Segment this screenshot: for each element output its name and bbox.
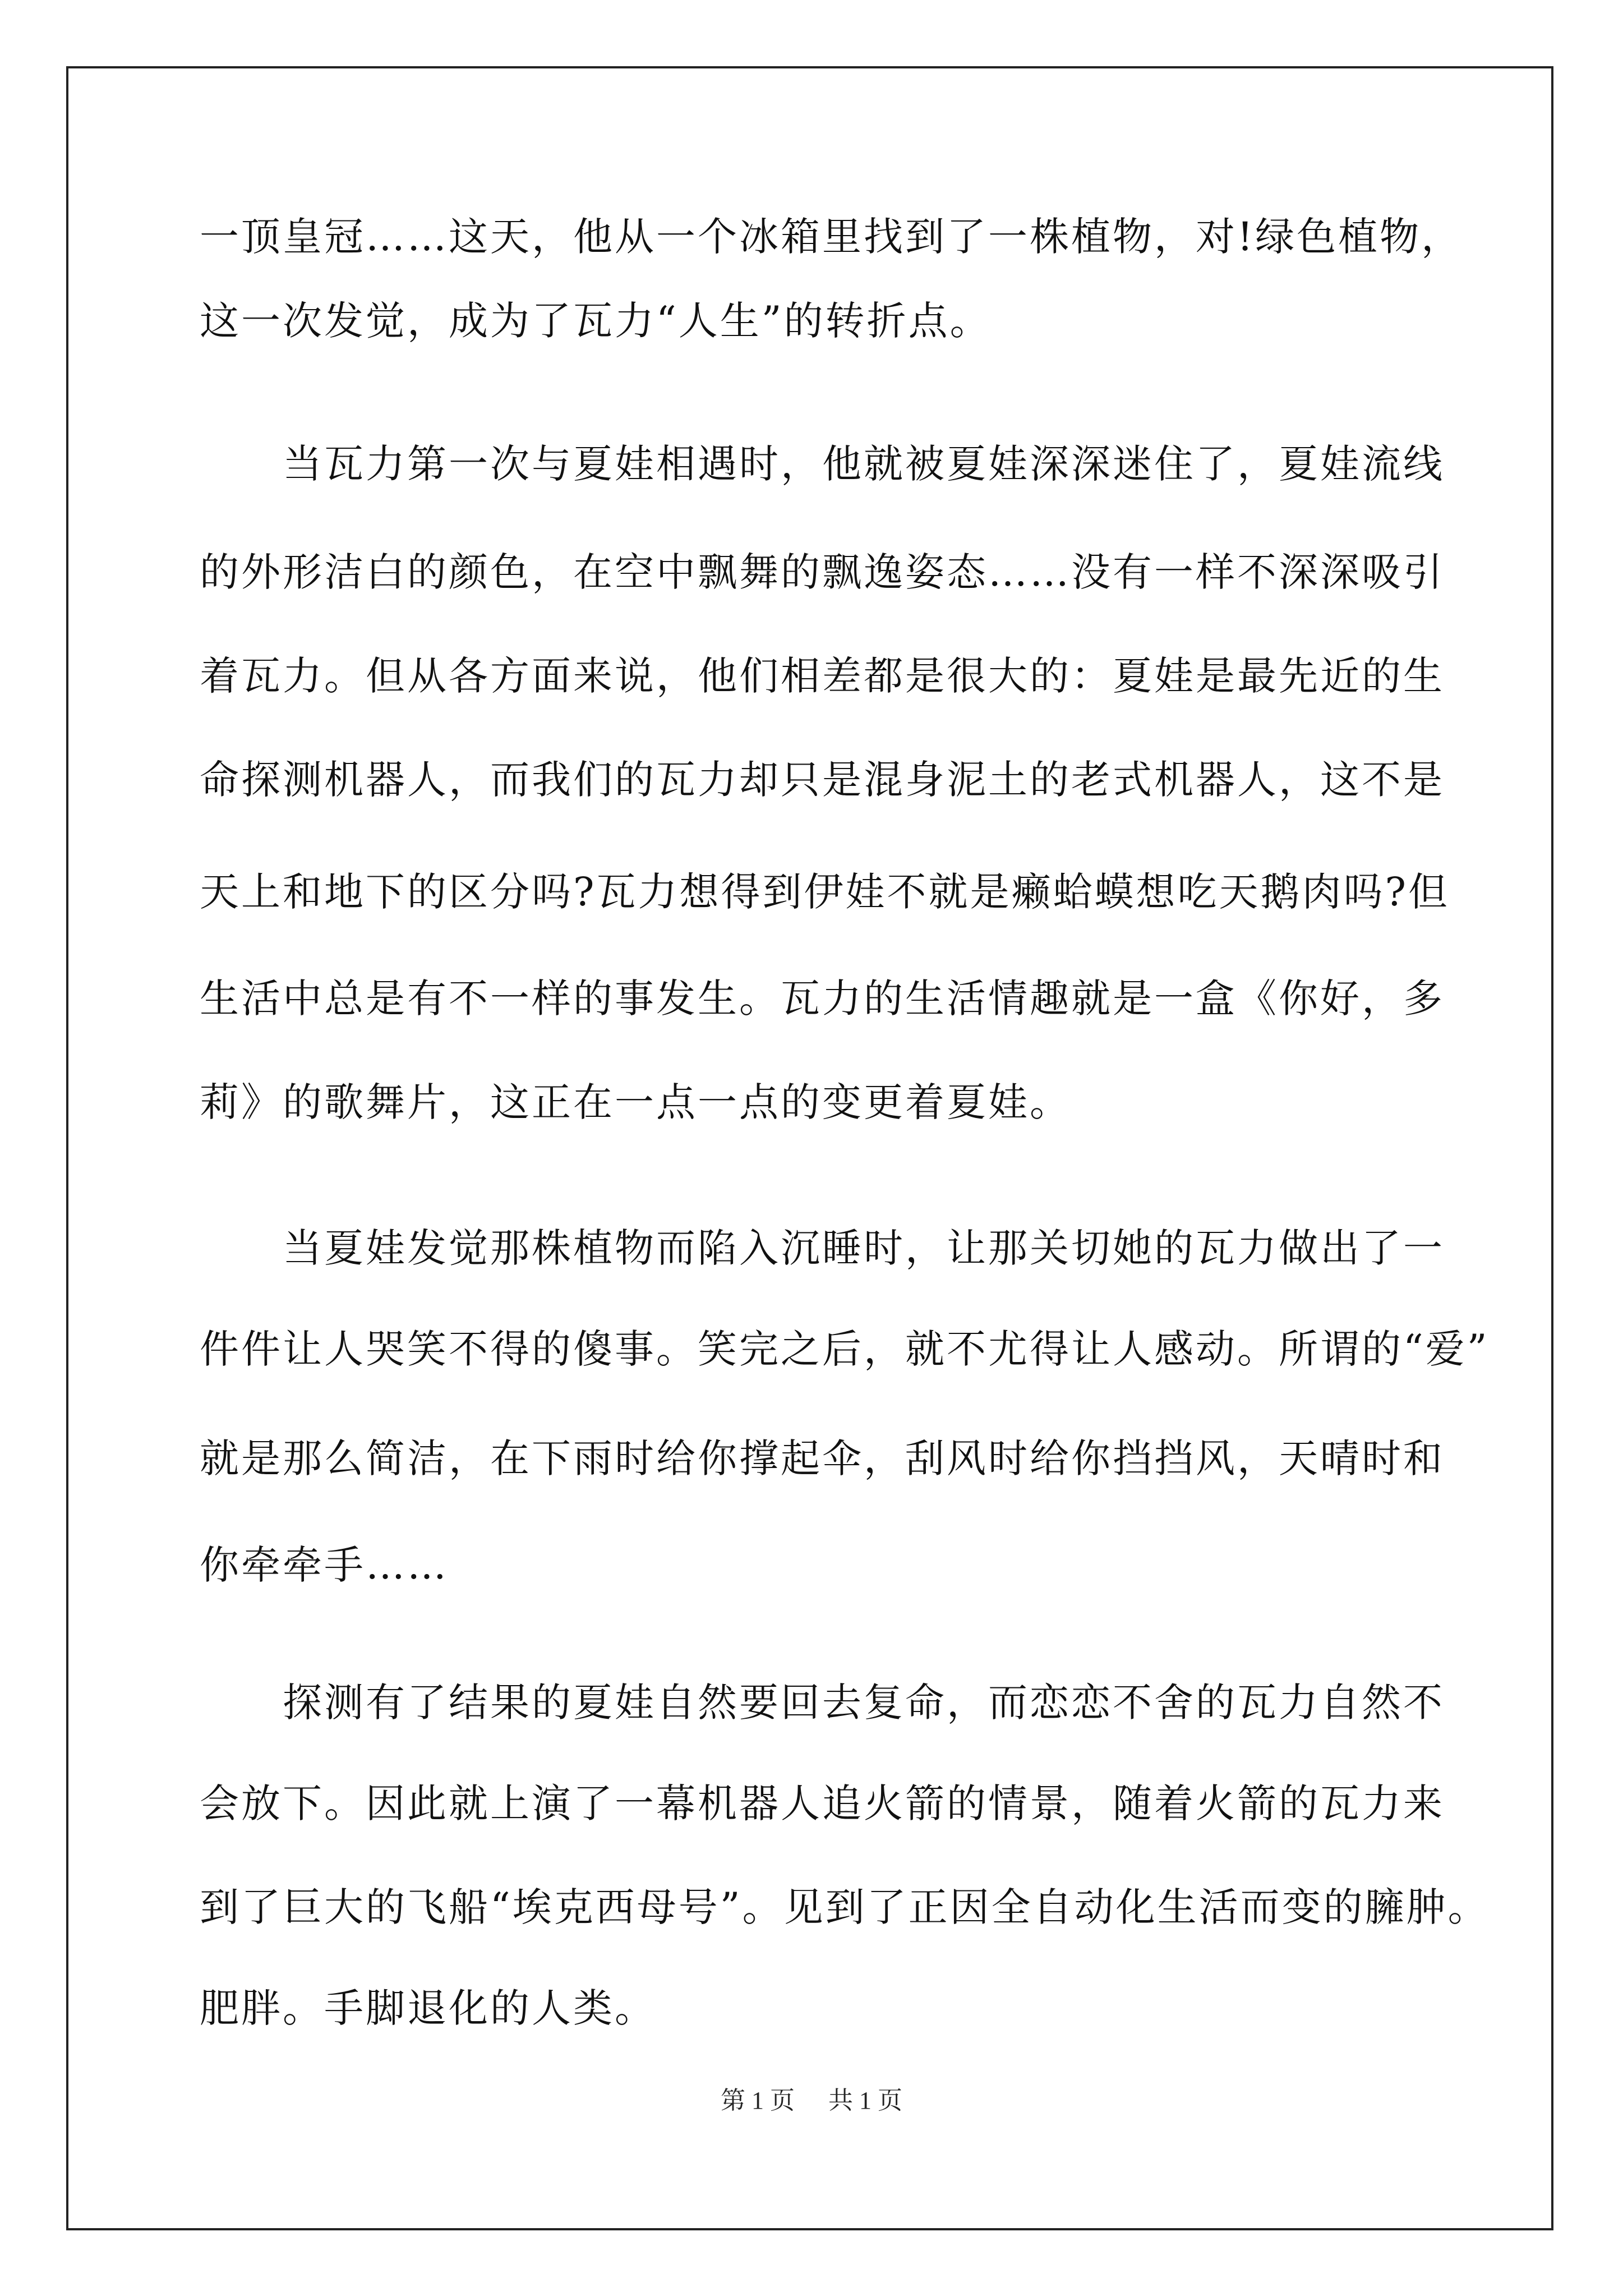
text-line-4: 的外形洁白的颜色，在空中飘舞的飘逸姿态……没有一样不深深吸引 xyxy=(200,549,1445,595)
text-line-11: 件件让人哭笑不得的傻事。笑完之后，就不尤得让人感动。所谓的“爱” xyxy=(200,1326,1490,1372)
text-line-9: 莉》的歌舞片，这正在一点一点的变更着夏娃。 xyxy=(200,1079,1071,1125)
page-number: 第 1 页 xyxy=(721,2087,795,2114)
text-line-17: 肥胖。手脚退化的人类。 xyxy=(200,1985,656,2031)
text-line-5: 着瓦力。但从各方面来说，他们相差都是很大的：夏娃是最先近的生 xyxy=(200,653,1445,699)
text-line-7: 天上和地下的区分吗?瓦力想得到伊娃不就是癞蛤蟆想吃天鹅肉吗?但 xyxy=(200,869,1450,915)
text-line-3: 当瓦力第一次与夏娃相遇时，他就被夏娃深深迷住了，夏娃流线 xyxy=(283,441,1445,487)
text-line-10: 当夏娃发觉那株植物而陷入沉睡时，让那关切她的瓦力做出了一 xyxy=(283,1225,1445,1271)
text-line-2: 这一次发觉，成为了瓦力“人生”的转折点。 xyxy=(200,298,992,344)
text-line-6: 命探测机器人，而我们的瓦力却只是混身泥土的老式机器人，这不是 xyxy=(200,757,1445,803)
text-line-12: 就是那么简洁，在下雨时给你撑起伞，刮风时给你挡挡风，天晴时和 xyxy=(200,1435,1445,1481)
text-line-16: 到了巨大的飞船“埃克西母号”。见到了正因全自动化生活而变的臃肿。 xyxy=(200,1884,1490,1930)
text-line-8: 生活中总是有不一样的事发生。瓦力的生活情趣就是一盒《你好，多 xyxy=(200,976,1445,1022)
text-line-14: 探测有了结果的夏娃自然要回去复命，而恋恋不舍的瓦力自然不 xyxy=(283,1680,1445,1726)
text-line-15: 会放下。因此就上演了一幕机器人追火箭的情景，随着火箭的瓦力来 xyxy=(200,1780,1445,1826)
text-line-1: 一顶皇冠……这天，他从一个冰箱里找到了一株植物，对!绿色植物， xyxy=(200,214,1463,260)
text-line-13: 你牵牵手…… xyxy=(200,1542,449,1588)
page-footer xyxy=(0,2084,1623,2118)
page-total: 共 1 页 xyxy=(828,2087,902,2114)
